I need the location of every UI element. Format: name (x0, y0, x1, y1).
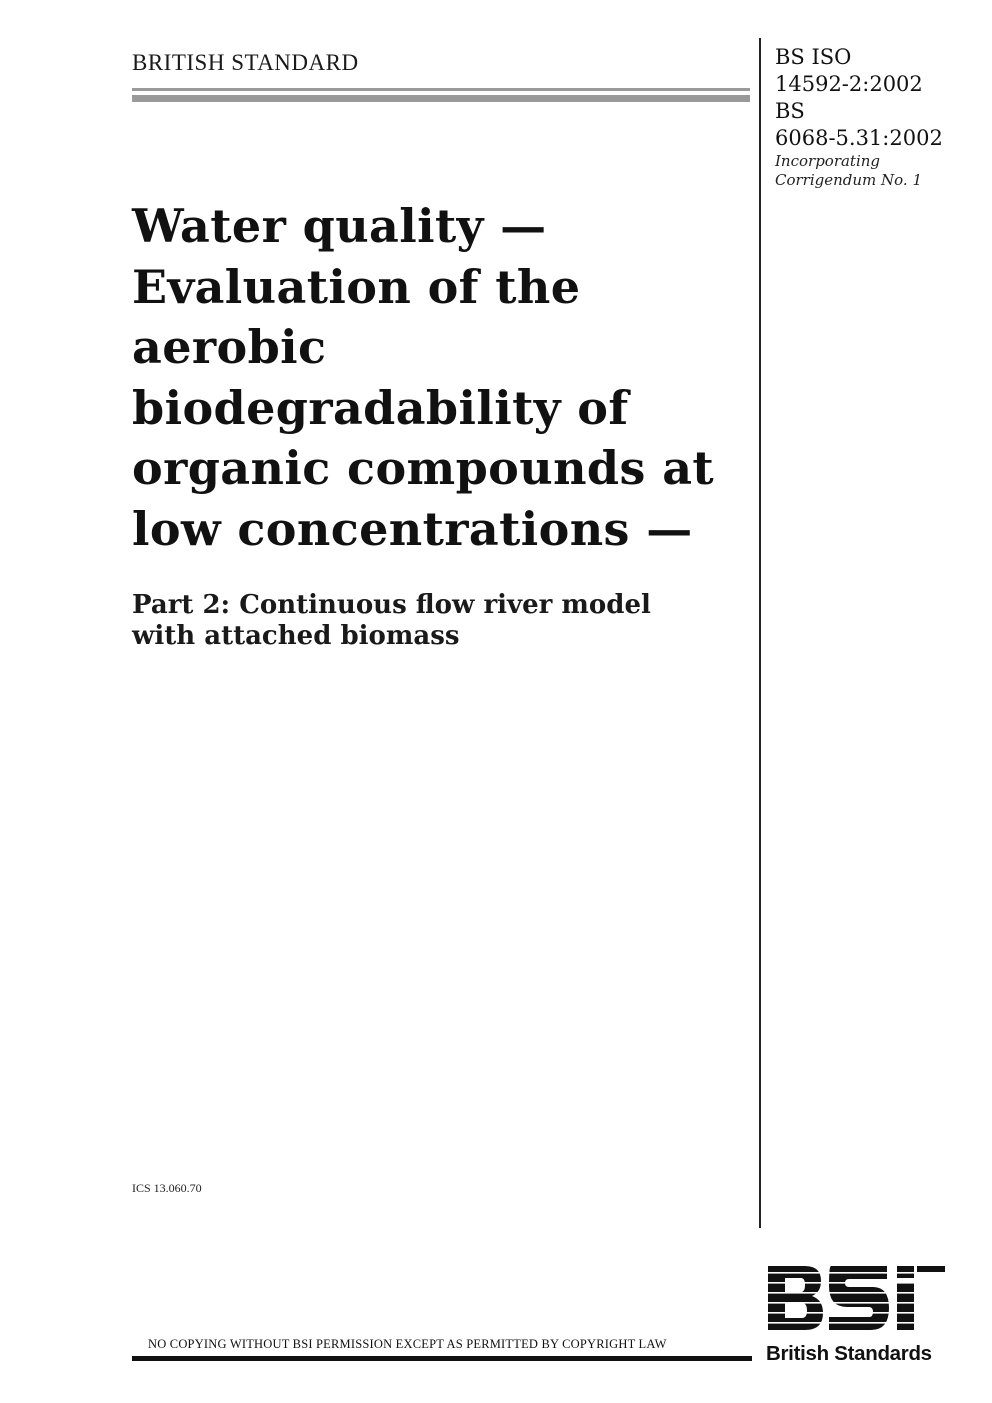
document-title (132, 196, 742, 559)
footer-rule (132, 1356, 752, 1361)
subtitle-line: Part 2: Continuous flow river model (132, 590, 651, 620)
standard-number-line: 6068-5.31:2002 (775, 126, 943, 150)
standard-number-line: BS (775, 99, 805, 123)
corrigendum-note-line: Incorporating (775, 152, 881, 170)
ics-code: ICS 13.060.70 (132, 1181, 202, 1195)
corrigendum-note-line: Corrigendum No. 1 (775, 171, 923, 189)
title-line: Evaluation of the (132, 259, 581, 314)
header-rule (132, 88, 750, 91)
copyright-notice: NO COPYING WITHOUT BSI PERMISSION EXCEPT AS PERMITTED BY COPYRIGHT LAW (148, 1337, 667, 1351)
standard-number-line: BS ISO (775, 45, 852, 69)
subtitle-line: with attached biomass (132, 621, 460, 651)
document-series-label: BRITISH STANDARD (132, 50, 359, 75)
title-line: Water quality — (132, 199, 547, 253)
column-divider (759, 38, 761, 1228)
title-line: biodegradability of (132, 380, 629, 435)
title-line: organic compounds at (132, 441, 715, 495)
title-line: low concentrations — (132, 501, 693, 556)
standard-number-line: 14592-2:2002 (775, 72, 923, 96)
header-rule-thick (132, 95, 750, 102)
standard-numbers (775, 44, 975, 152)
corrigendum-note (775, 152, 975, 190)
document-subtitle (132, 590, 742, 652)
bsi-tagline: British Standards (766, 1342, 932, 1365)
title-line: aerobic (132, 320, 327, 374)
